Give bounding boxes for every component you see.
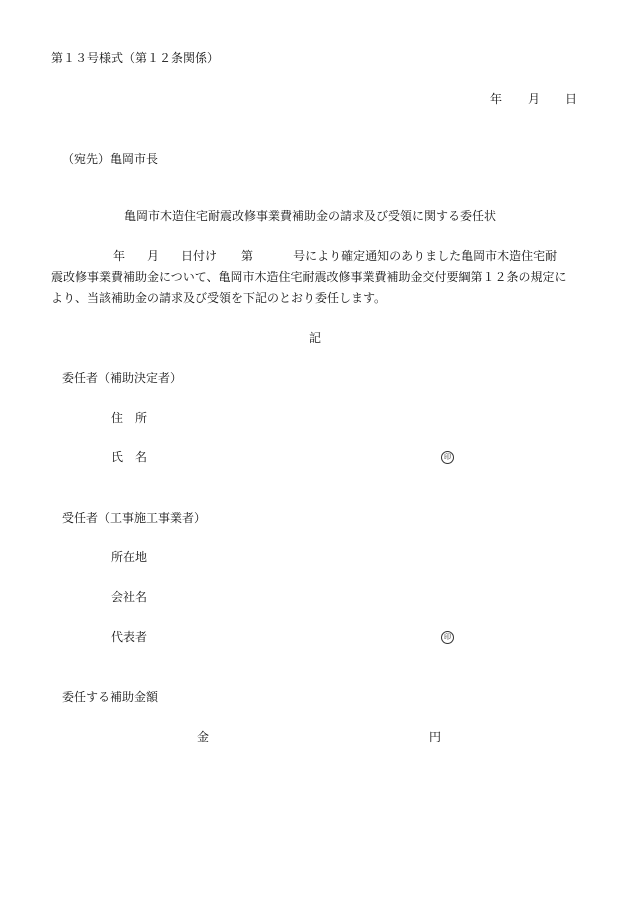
body-line1-rest: 号により確定通知のありました亀岡市木造住宅耐: [293, 249, 558, 263]
amount-yen: 円: [429, 730, 442, 744]
body-line-1: [51, 246, 586, 267]
addressee: （宛先）亀岡市長: [62, 152, 159, 166]
form-number: 第１３号様式（第１２条関係）: [51, 51, 220, 65]
document-title: 亀岡市木造住宅耐震改修事業費補助金の請求及び受領に関する委任状: [124, 209, 497, 223]
body-line-3: より、当該補助金の請求及び受領を下記のとおり委任します。: [51, 291, 387, 305]
body-year: 年: [113, 249, 126, 263]
delegate-seal: 印: [441, 631, 454, 644]
date-month: 月: [528, 92, 541, 106]
date-day: 日: [565, 92, 578, 106]
ki-heading: 記: [309, 331, 322, 345]
delegate-heading: 受任者（工事施工事業者）: [62, 511, 207, 525]
delegate-company-label: 会社名: [111, 590, 148, 604]
delegate-location-label: 所在地: [111, 550, 148, 564]
body-month: 月: [147, 249, 160, 263]
body-line-2: 震改修事業費補助金について、亀岡市木造住宅耐震改修事業費補助金交付要綱第１２条の規定に: [51, 270, 567, 284]
delegator-seal: 印: [441, 451, 454, 464]
body-dai: 第: [241, 249, 254, 263]
date-year: 年: [490, 92, 503, 106]
amount-heading: 委任する補助金額: [62, 690, 159, 704]
amount-kin: 金: [197, 730, 210, 744]
body-dated: 日付け: [181, 249, 218, 263]
delegator-heading: 委任者（補助決定者）: [62, 371, 183, 385]
delegate-representative-label: 代表者: [111, 630, 148, 644]
body-paragraph: [51, 246, 586, 309]
delegator-address-label: 住 所: [111, 411, 148, 425]
delegator-name-label: 氏 名: [111, 450, 148, 464]
